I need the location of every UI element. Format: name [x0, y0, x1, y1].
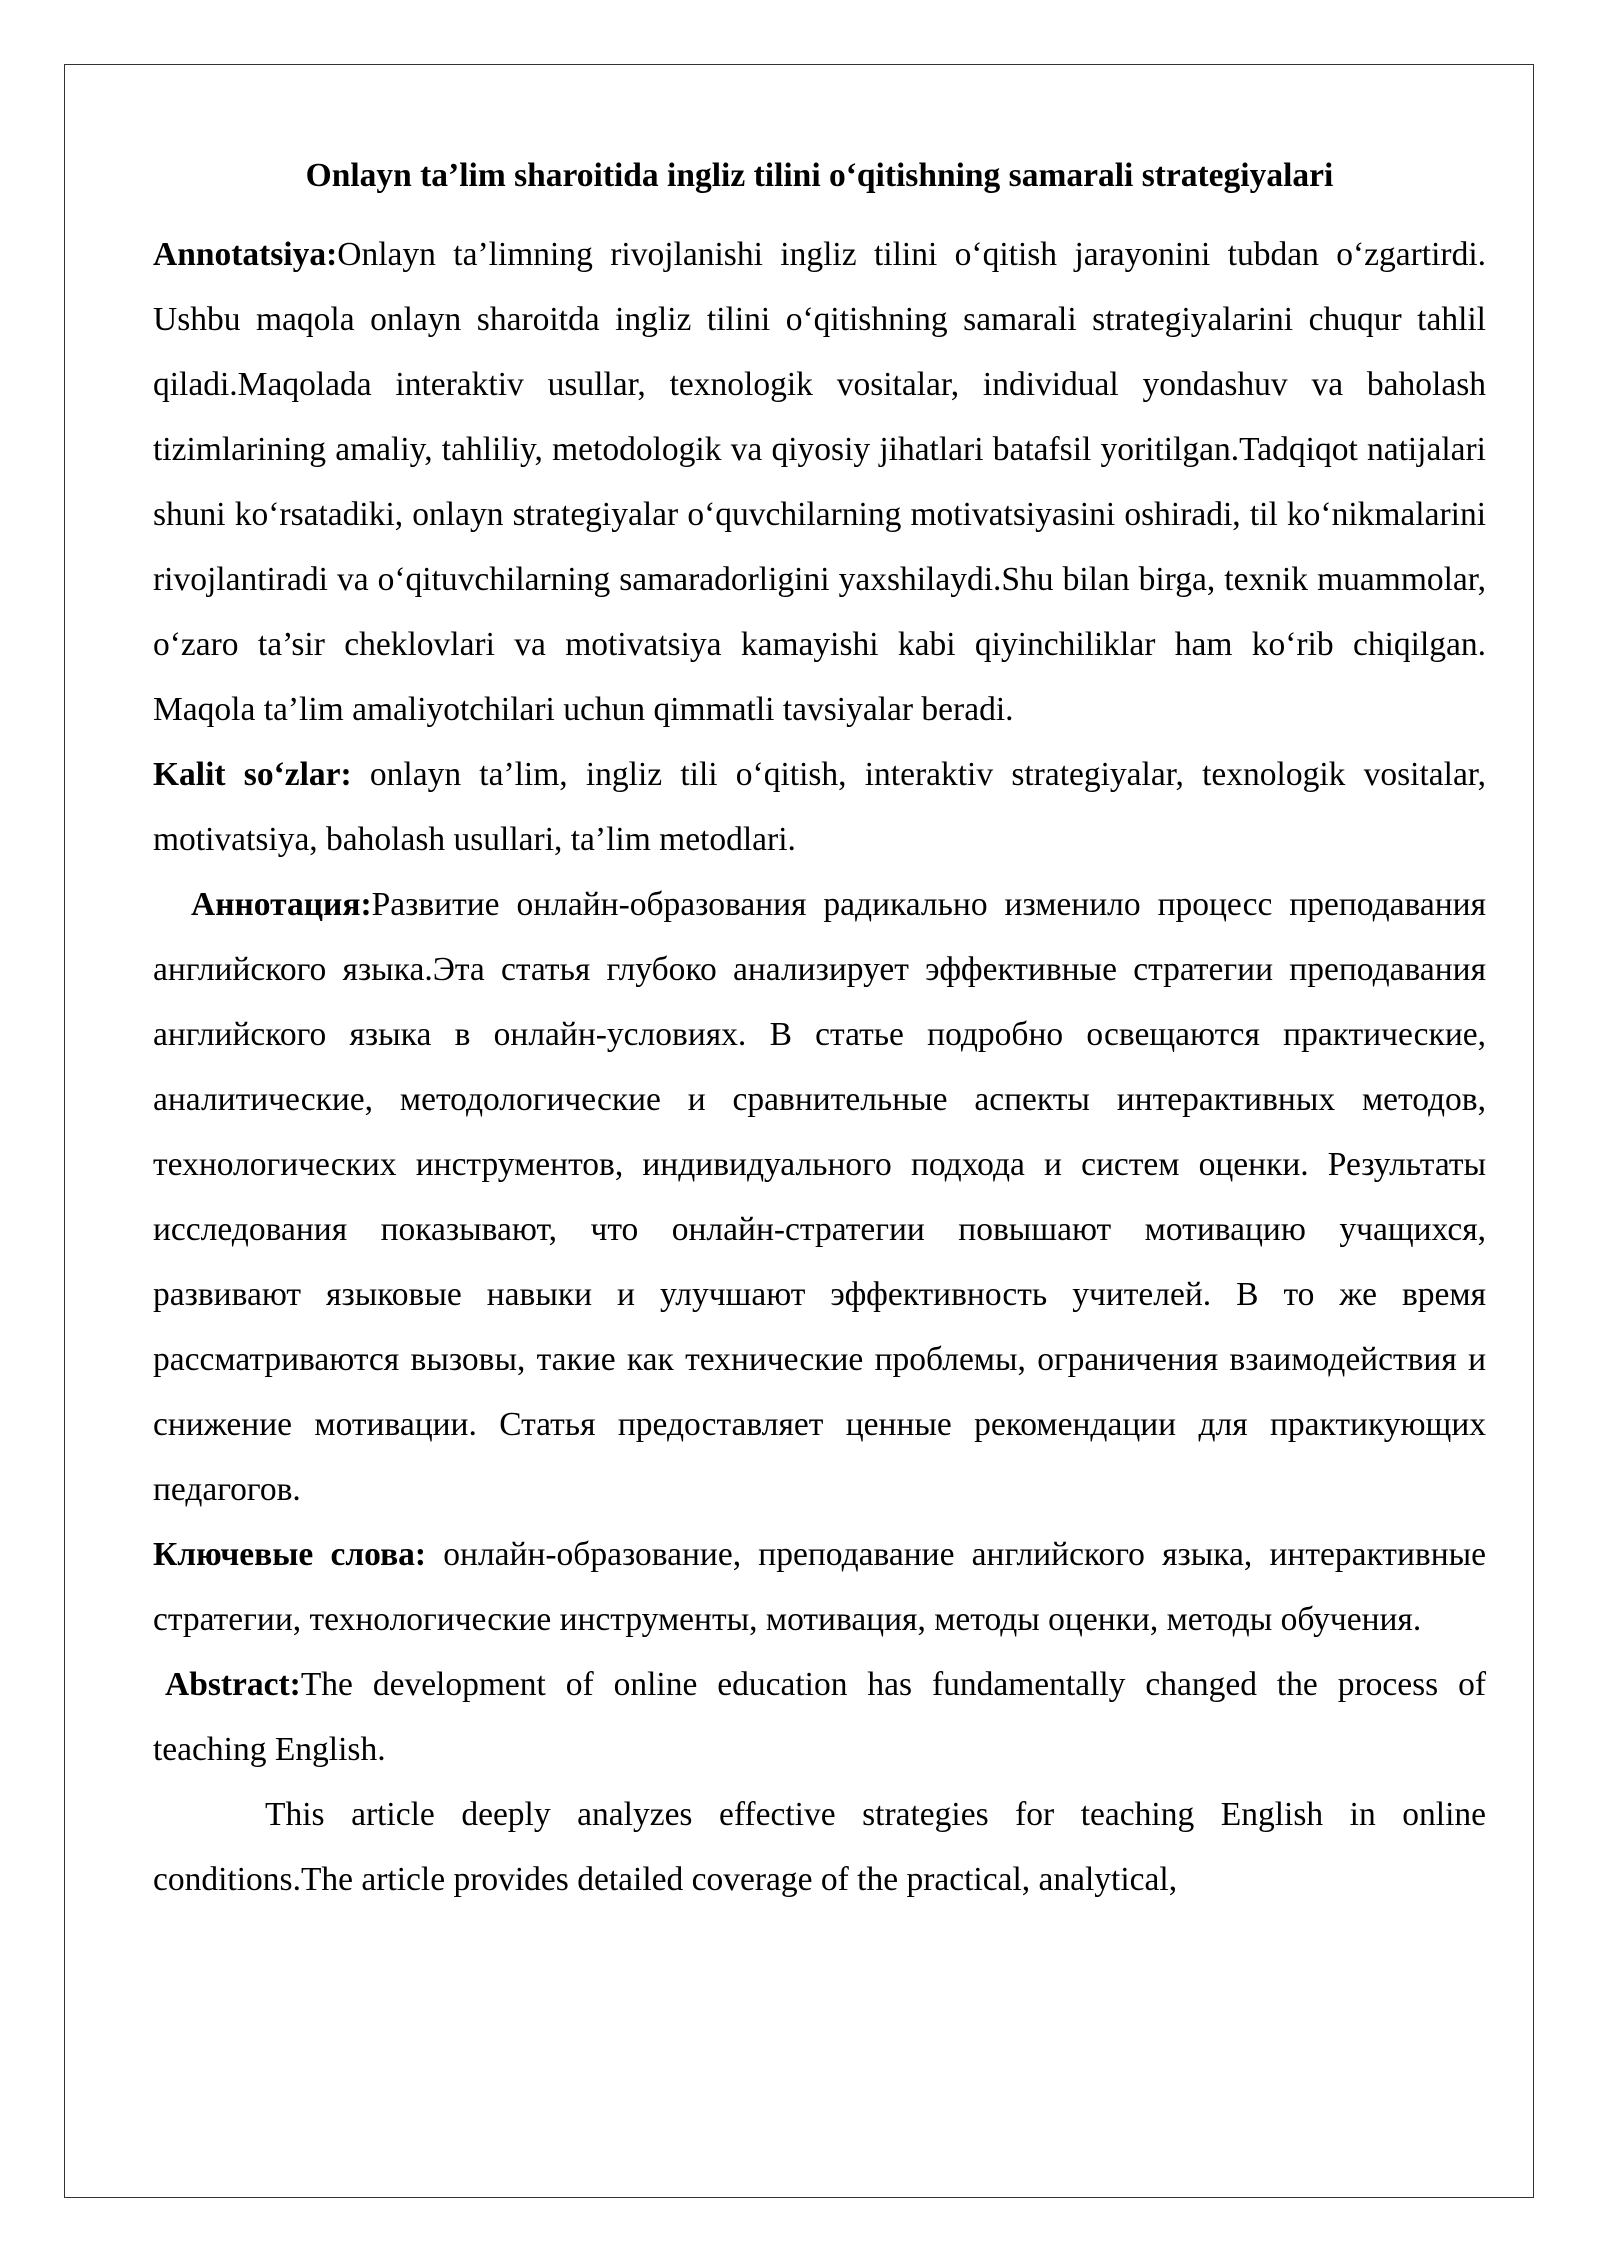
abstract-en	[153, 1652, 1486, 1782]
annotation-ru	[153, 872, 1486, 1522]
abstract-en-text: The development of online education has fundamentally changed the process of teaching English.	[153, 1666, 1486, 1768]
annotation-uz	[153, 222, 1486, 742]
keywords-ru	[153, 1522, 1486, 1652]
keywords-ru-text: онлайн-образование, преподавание английского языка, интерактивные стратегии, технологические инструменты, мотивация, методы оценки, методы обучения.	[153, 1536, 1486, 1638]
keywords-ru-label: Ключевые слова:	[153, 1536, 427, 1573]
keywords-uz	[153, 742, 1486, 872]
abstract-en-label: Abstract:	[165, 1666, 301, 1703]
keywords-uz-label: Kalit so‘zlar:	[153, 756, 352, 793]
keywords-uz-text: onlayn ta’lim, ingliz tili o‘qitish, interaktiv strategiyalar, texnologik vositalar, motivatsiya, baholash usullari, ta’lim metodlari.	[153, 756, 1486, 858]
annotation-ru-text: Развитие онлайн-образования радикально изменило процесс преподавания английского языка.Эта статья глубоко анализирует эффективные стратегии преподавания английского языка в онлайн-условиях. В статье подробно освещаются практические, аналитические, методологические и сравнительные аспекты интерактивных методов, технологических инструментов, индивидуального подхода и систем оценки. Результаты исследования показывают, что онлайн-стратегии повышают мотивацию учащихся, развивают языковые навыки и улучшают эффективность учителей. В то же время рассматриваются вызовы, такие как технические проблемы, ограничения взаимодействия и снижение мотивации. Статья предоставляет ценные рекомендации для практикующих педагогов.	[153, 886, 1486, 1508]
article-title: Onlayn ta’lim sharoitida ingliz tilini o‘qitishning samarali strategiyalari	[305, 157, 1334, 194]
annotation-uz-label: Annotatsiya:	[153, 236, 338, 273]
annotation-ru-label: Аннотация:	[191, 886, 372, 923]
abstract-en-continued: This article deeply analyzes effective strategies for teaching English in online conditions.The article provides detailed coverage of the practical, analytical,	[153, 1796, 1486, 1898]
document-body	[153, 148, 1486, 1912]
annotation-uz-text: Onlayn ta’limning rivojlanishi ingliz tilini o‘qitish jarayonini tubdan o‘zgartirdi. Ushbu maqola onlayn sharoitda ingliz tilini o‘qitishning samarali strategiyalarini chuqur tahlil qiladi.Maqolada interaktiv usullar, texnologik vositalar, individual yondashuv va baholash tizimlarining amaliy, tahliliy, metodologik va qiyosiy jihatlari batafsil yoritilgan.Tadqiqot natijalari shuni ko‘rsatadiki, onlayn strategiyalar o‘quvchilarning motivatsiyasini oshiradi, til ko‘nikmalarini rivojlantiradi va o‘qituvchilarning samaradorligini yaxshilaydi.Shu bilan birga, texnik muammolar, o‘zaro ta’sir cheklovlari va motivatsiya kamayishi kabi qiyinchiliklar ham ko‘rib chiqilgan. Maqola ta’lim amaliyotchilari uchun qimmatli tavsiyalar beradi.	[153, 236, 1486, 728]
